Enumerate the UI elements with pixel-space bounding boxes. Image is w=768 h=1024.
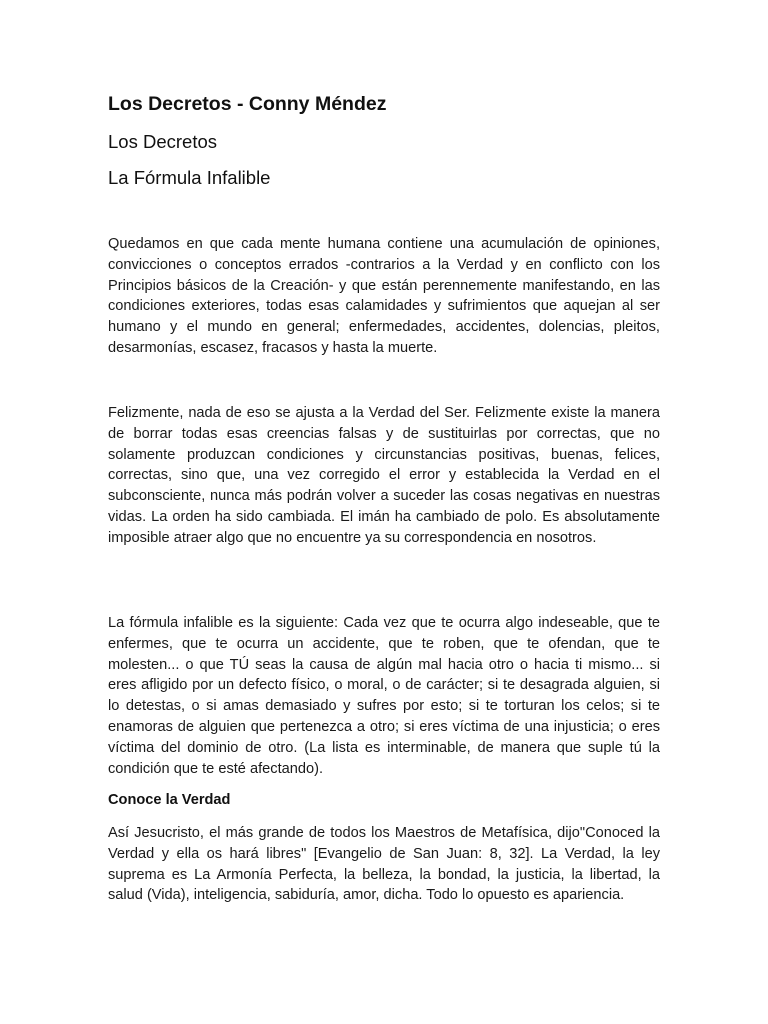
paragraph: Así Jesucristo, el más grande de todos los Maestros de Metafísica, dijo"Conoced la Verdad y ella os hará libres" [Evangelio de San Juan: 8, 32]. La Verdad, la ley suprema es La Armonía Perfecta, la belleza, la bondad, la justicia, la libertad, la salud (Vida), inteligencia, sabiduría, amor, dicha. Todo lo opuesto es apariencia. xyxy=(108,825,660,904)
document-title: Los Decretos - Conny Méndez xyxy=(108,93,387,115)
section-title: La Fórmula Infalible xyxy=(108,167,271,188)
document-subtitle: Los Decretos xyxy=(108,131,217,152)
section-heading: Conoce la Verdad xyxy=(108,792,231,808)
paragraph: Felizmente, nada de eso se ajusta a la Verdad del Ser. Felizmente existe la manera de borrar todas esas creencias falsas y de sustituirlas por correctas, que no solamente produzcan condiciones y circunstancias positivas, buenas, felices, correctas, sino que, una vez corregido el error y establecida la Verdad en el subconsciente, nunca más podrán volver a suceder las cosas negativas en nuestras vidas. La orden ha sido cambiada. El imán ha cambiado de polo. Es absolutamente imposible atraer algo que no encuentre ya su correspondencia en nosotros. xyxy=(108,405,660,546)
paragraph: Quedamos en que cada mente humana contiene una acumulación de opiniones, convicciones o conceptos errados -contrarios a la Verdad y en conflicto con los Principios básicos de la Creación- y que están perennemente manifestando, en las condiciones exteriores, todas esas calamidades y sufrimientos que aquejan al ser humano y el mundo en general; enfermedades, accidentes, dolencias, pleitos, desarmonías, escasez, fracasos y hasta la muerte. xyxy=(108,236,660,356)
paragraph: La fórmula infalible es la siguiente: Cada vez que te ocurra algo indeseable, que te enfermes, que te ocurra un accidente, que te roben, que te ofendan, que te molesten... o que TÚ seas la causa de algún mal hacia otro o hacia ti mismo... si eres afligido por un defecto físico, o moral, o de carácter; si te desagrada alguien, si lo detestas, o si amas demasiado y sufres por esto; si te torturan los celos; si te enamoras de alguien que pertenezca a otro; si eres víctima de una injusticia; o eres víctima del dominio de otro. (La lista es interminable, de manera que suple tú la condición que te esté afectando). xyxy=(108,615,660,777)
